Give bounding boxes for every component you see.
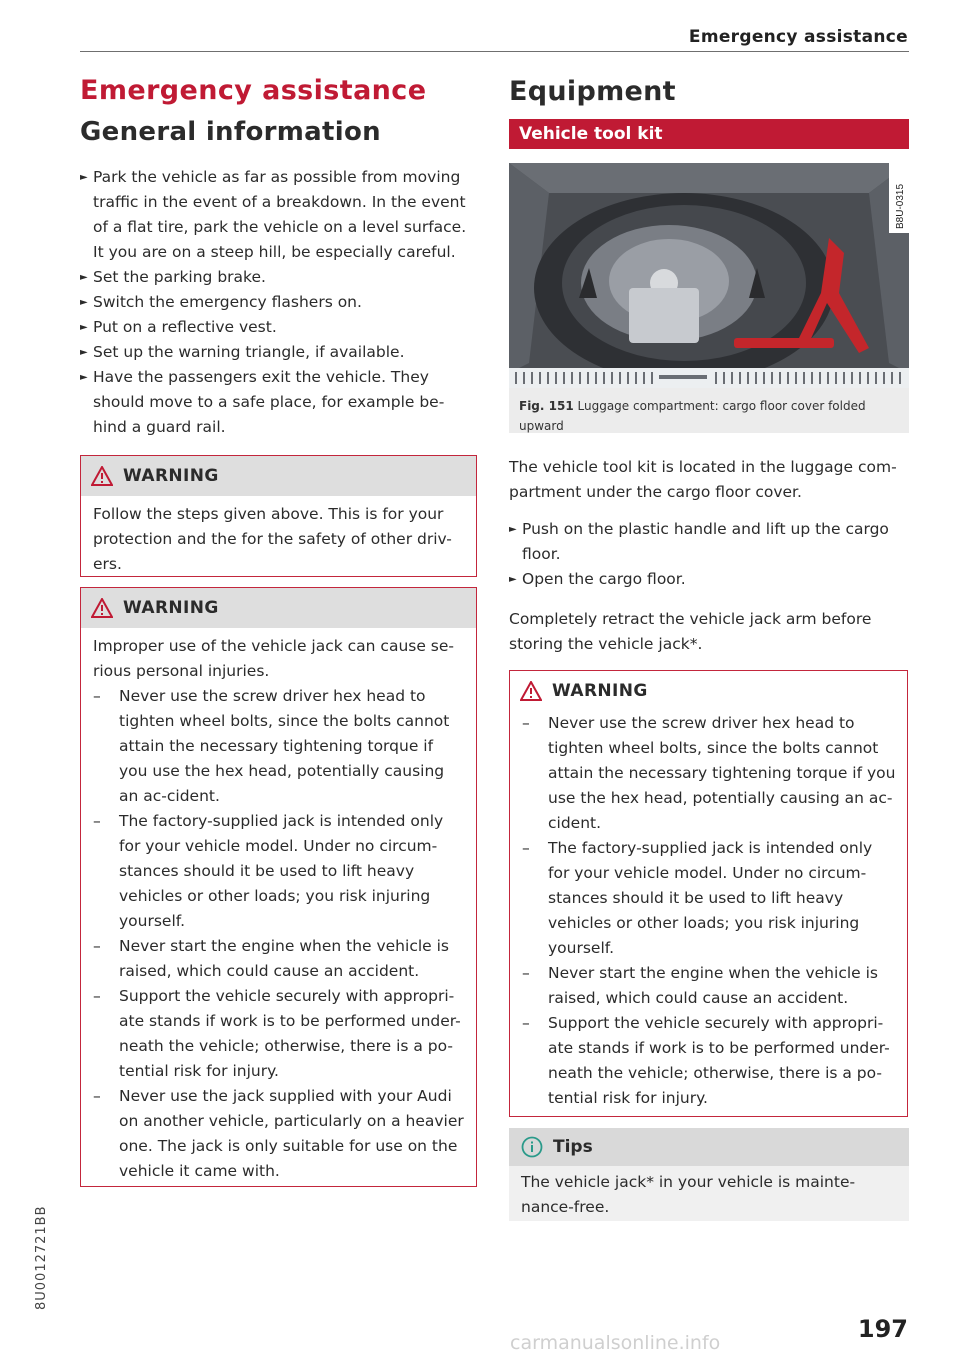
figure-code: B8U-0315 (895, 183, 906, 229)
paragraph: Completely retract the vehicle jack arm before storing the vehicle jack*. (509, 610, 872, 653)
tips-text: The vehicle jack* in your vehicle is mainte-nance-free. (521, 1173, 856, 1216)
warning-title: WARNING (552, 681, 648, 701)
warning-text: Follow the steps given above. This is for your protection and the for the safety of other driv-ers. (93, 505, 452, 573)
warning-intro: Improper use of the vehicle jack can cause se-rious personal injuries. (93, 637, 455, 680)
warning-box-3 (509, 670, 908, 1117)
figure-label: Fig. 151 (519, 399, 574, 413)
steps-list (80, 165, 477, 440)
running-header: Emergency assistance (688, 27, 908, 47)
warning-title: WARNING (123, 598, 219, 618)
equipment-title: Equipment (509, 76, 676, 107)
figure-151 (509, 163, 909, 433)
warning-header (81, 588, 476, 628)
warning-box-2 (80, 587, 477, 1187)
list-item: ► Park the vehicle as far as possible from moving traffic in the event of a breakdown. In the event of a flat tire, park the vehicle on a level surface. It you are on a steep hill, be especially careful. (80, 165, 477, 265)
warning-header (81, 456, 476, 496)
figure-caption-text: Luggage compartment: cargo floor cover folded upward (519, 399, 866, 433)
triangle-bullet-icon: ► (80, 347, 88, 358)
list-item: ► Set up the warning triangle, if available. (80, 340, 477, 365)
list-item: ► Have the passengers exit the vehicle. They should move to a safe place, for example be-hind a guard rail. (80, 365, 477, 440)
list-item: – The factory-supplied jack is intended only for your vehicle model. Under no circum-stances should it be used to lift heavy vehicles or other loads; you risk injuring yourself. (522, 839, 873, 957)
warning-triangle-icon (91, 466, 113, 486)
list-item: ► Put on a reflective vest. (80, 315, 477, 340)
list-item: – Never start the engine when the vehicle is raised, which could cause an accident. (93, 937, 449, 980)
triangle-bullet-icon: ► (80, 297, 88, 308)
luggage-compartment-illustration (509, 163, 909, 388)
page-number: 197 (857, 1315, 908, 1343)
warning-triangle-icon (91, 598, 113, 618)
warning-list (522, 711, 897, 1111)
tips-header (509, 1128, 909, 1166)
triangle-bullet-icon: ► (509, 574, 517, 585)
tips-box (509, 1128, 909, 1221)
figure-caption (509, 392, 909, 436)
info-icon (521, 1136, 543, 1158)
paragraph: The vehicle tool kit is located in the luggage com-partment under the cargo floor cover. (509, 458, 897, 501)
list-item: ► Push on the plastic handle and lift up the cargo floor. (509, 517, 909, 567)
triangle-bullet-icon: ► (80, 322, 88, 333)
list-item: – Never use the screw driver hex head to tighten wheel bolts, since the bolts cannot attain the necessary tightening torque if you use the hex head, potentially causing an ac-cident. (522, 714, 896, 832)
watermark: carmanualsonline.info (510, 1332, 721, 1354)
section-bar: Vehicle tool kit (509, 119, 909, 149)
warning-list (93, 684, 466, 1184)
list-item: – Support the vehicle securely with appropri-ate stands if work is to be performed under-neath the vehicle; otherwise, there is a po-tential risk for injury. (522, 1014, 890, 1107)
chapter-title: Emergency assistance (80, 75, 427, 106)
warning-box-1 (80, 455, 477, 577)
header-rule (80, 51, 909, 52)
steps-list (509, 517, 909, 592)
list-item: – Never use the screw driver hex head to tighten wheel bolts, since the bolts cannot attain the necessary tightening torque if you use the hex head, potentially causing an ac-cident. (93, 687, 450, 805)
triangle-bullet-icon: ► (509, 524, 517, 535)
warning-triangle-icon (520, 681, 542, 701)
triangle-bullet-icon: ► (80, 272, 88, 283)
list-item: ► Switch the emergency flashers on. (80, 290, 477, 315)
tips-title: Tips (553, 1137, 593, 1157)
list-item: – Support the vehicle securely with appropri-ate stands if work is to be performed under-neath the vehicle; otherwise, there is a po-tential risk for injury. (93, 987, 461, 1080)
list-item: – The factory-supplied jack is intended only for your vehicle model. Under no circum-stances should it be used to lift heavy vehicles or other loads; you risk injuring yourself. (93, 812, 444, 930)
section-title: General information (80, 117, 381, 147)
list-item: ► Set the parking brake. (80, 265, 477, 290)
list-item: ► Open the cargo floor. (509, 567, 909, 592)
triangle-bullet-icon: ► (80, 372, 88, 383)
document-code: 8U0012721BB (34, 1205, 49, 1310)
triangle-bullet-icon: ► (80, 172, 88, 183)
list-item: – Never start the engine when the vehicle is raised, which could cause an accident. (522, 964, 878, 1007)
list-item: – Never use the jack supplied with your Audi on another vehicle, particularly on a heavier one. The jack is only suitable for use on the vehicle it came with. (93, 1087, 464, 1180)
warning-title: WARNING (123, 466, 219, 486)
warning-header (510, 671, 907, 711)
